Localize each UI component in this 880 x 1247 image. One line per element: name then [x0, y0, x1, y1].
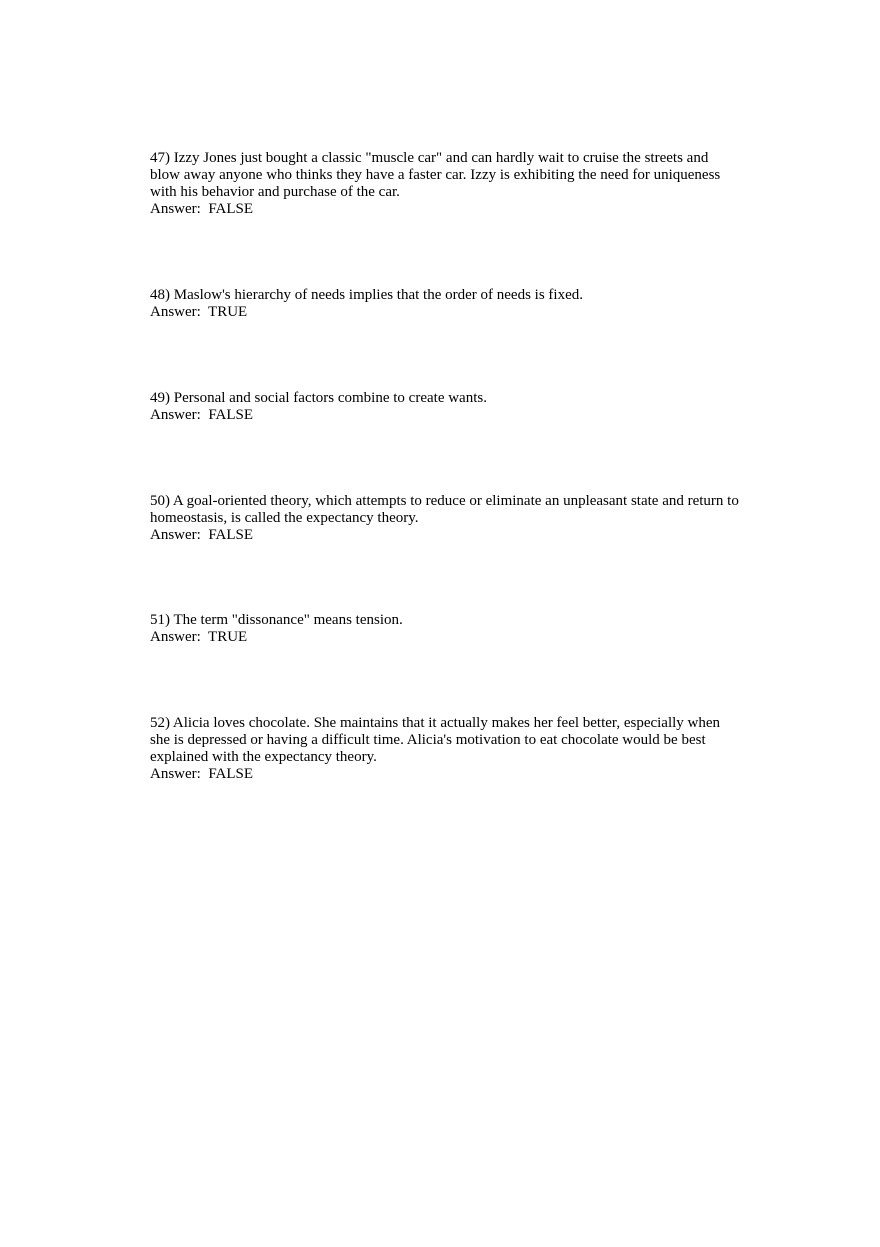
question-text: 50) A goal-oriented theory, which attempts to reduce or eliminate an unpleasant state and return to homeostasis, is called the expectancy theory. — [150, 493, 743, 526]
question-49 — [150, 390, 740, 424]
answer-text: Answer: FALSE — [150, 527, 254, 543]
question-text: 48) Maslow's hierarchy of needs implies that the order of needs is fixed. — [150, 287, 584, 303]
question-48 — [150, 287, 740, 321]
question-text: 52) Alicia loves chocolate. She maintains that it actually makes her feel better, especially when she is depressed or having a difficult time. Alicia's motivation to eat chocolate would be best explained with the expectancy theory. — [150, 715, 724, 765]
answer-text: Answer: TRUE — [150, 629, 248, 645]
question-text: 47) Izzy Jones just bought a classic "muscle car" and can hardly wait to cruise the streets and blow away anyone who thinks they have a faster car. Izzy is exhibiting the need for uniqueness with his behavior and purchase of the car. — [150, 150, 724, 200]
question-47 — [150, 150, 740, 218]
question-text: 49) Personal and social factors combine to create wants. — [150, 390, 487, 406]
question-text: 51) The term "dissonance" means tension. — [150, 612, 403, 628]
question-50 — [150, 493, 743, 544]
answer-text: Answer: FALSE — [150, 766, 254, 782]
answer-text: Answer: FALSE — [150, 407, 254, 423]
answer-text: Answer: TRUE — [150, 304, 248, 320]
question-52 — [150, 715, 740, 783]
answer-text: Answer: FALSE — [150, 201, 254, 217]
question-51 — [150, 612, 740, 646]
